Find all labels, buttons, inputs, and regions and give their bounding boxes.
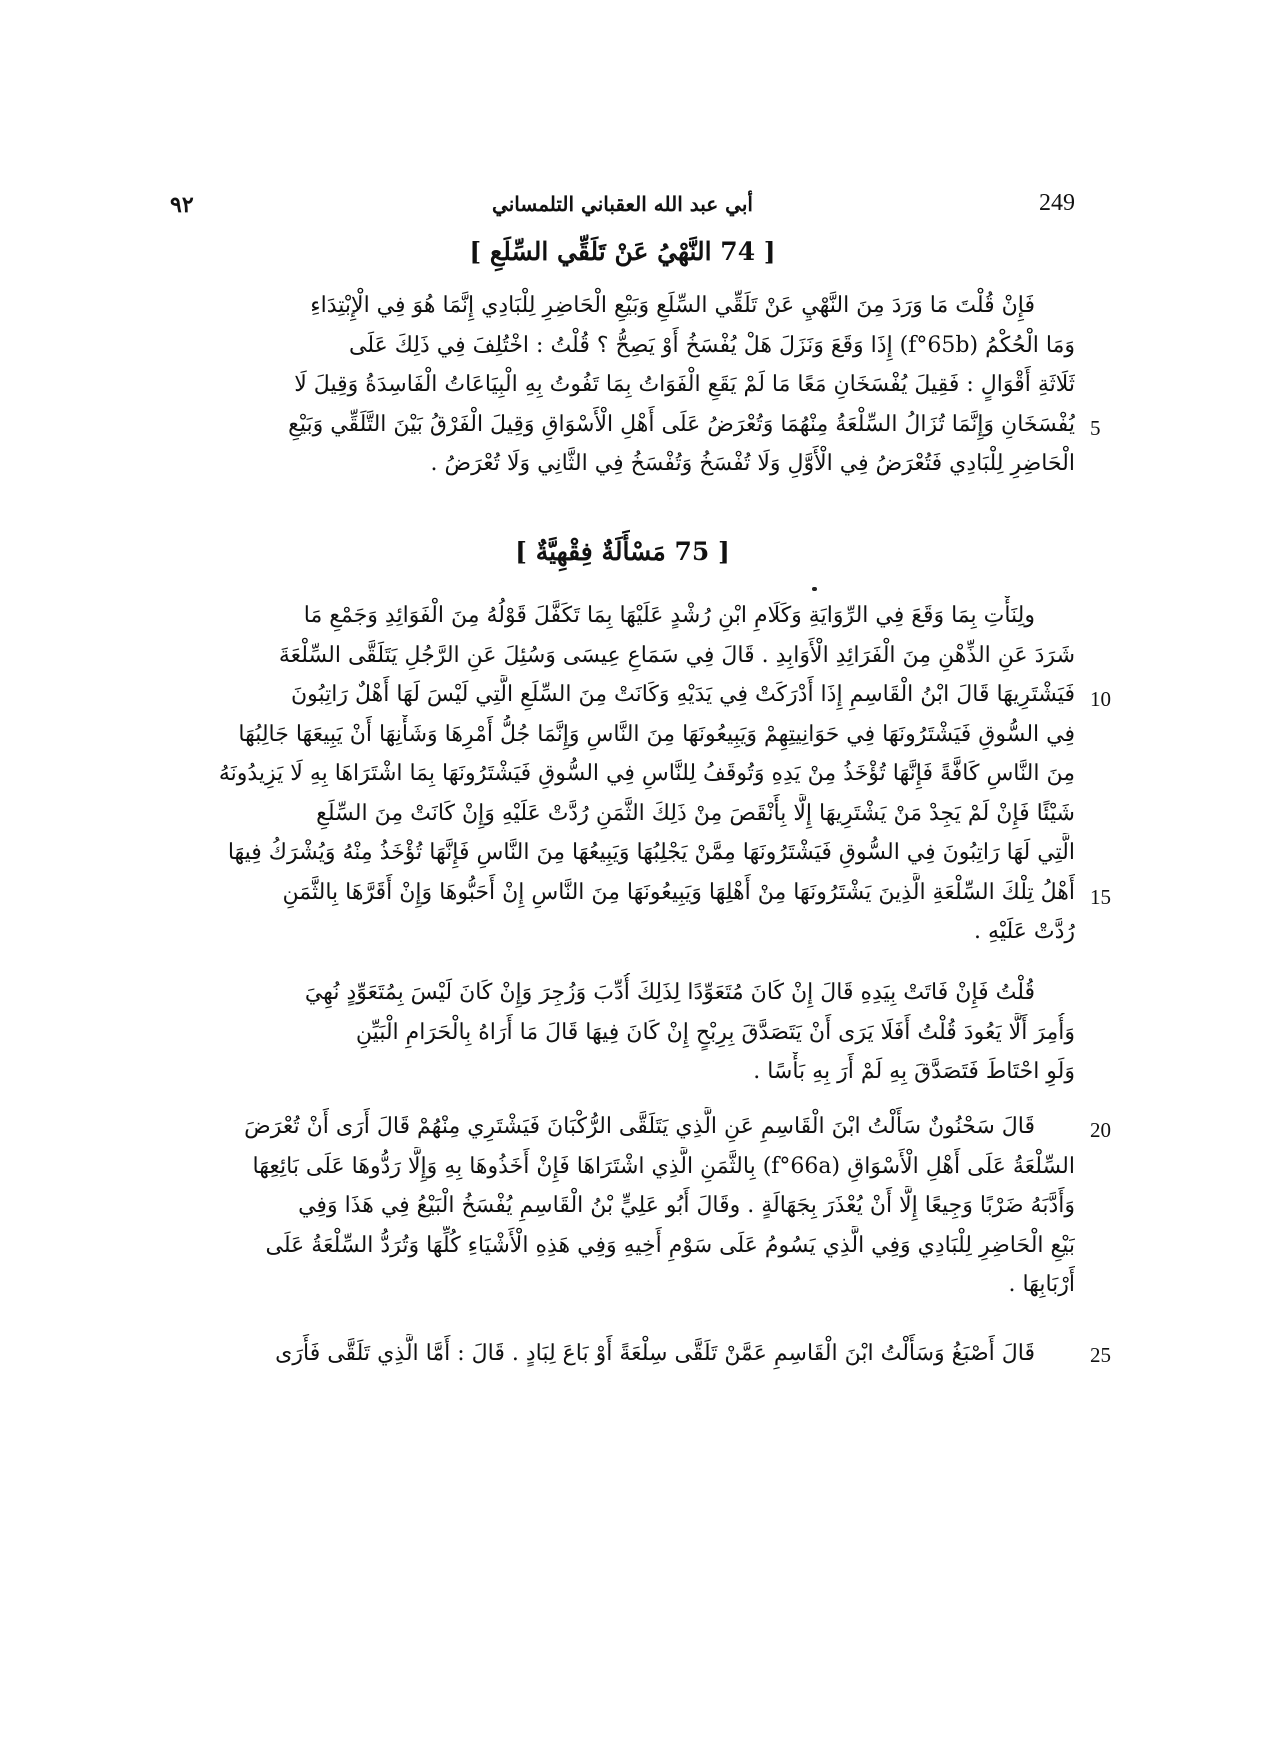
line-number: 10: [1090, 687, 1111, 711]
text-line: الَّتِي لَهَا رَاتِبُونَ فِي السُّوقِ فَيَشْتَرُونَهَا مِمَّنْ يَجْلِبُهَا وَيَبِيعُهَا مِنَ النَّاسِ فَإِنَّهَا تُؤْخَذُ مِنْهُ وَيُشْرَكُ فِيهَا: [227, 840, 1075, 865]
section-74-title: [ 74 النَّهْيُ عَنْ تَلَقِّي السِّلَعِ ]: [469, 237, 776, 266]
running-head: أبي عبد الله العقباني التلمساني: [492, 192, 753, 216]
text-line: شَرَدَ عَنِ الذِّهْنِ مِنَ الْفَرَائِدِ الْأَوَابِدِ . قَالَ فِي سَمَاعِ عِيسَى وَسُئِلَ عَنِ الرَّجُلِ يَتَلَقَّى السِّلْعَةَ: [278, 642, 1075, 668]
page-header: [170, 190, 1075, 230]
paragraph-3: [170, 973, 1075, 1092]
text-line: قَالَ سَحْنُونٌ سَأَلْتُ ابْنَ الْقَاسِمِ عَنِ الَّذِي يَتَلَقَّى الرُّكْبَانَ فَيَشْتَرِي مِنْهُمْ قَالَ أَرَى أَنْ تُعْرَضَ: [244, 1114, 1035, 1139]
text-line: فَيَشْتَرِيهَا قَالَ ابْنُ الْقَاسِمِ إِذَا أَدْرَكَتْ فِي يَدَيْهِ وَكَانَتْ مِنَ السِّلَعِ الَّتِي لَيْسَ لَهَا أَهْلٌ رَاتِبُونَ: [290, 682, 1075, 707]
paragraph-2: [170, 596, 1075, 952]
text-line: رُدَّتْ عَلَيْهِ .: [974, 919, 1075, 944]
text-line: فَإِنْ قُلْتَ مَا وَرَدَ مِنَ النَّهْيِ عَنْ تَلَقِّي السِّلَعِ وَبَيْعِ الْحَاضِرِ لِلْبَادِي إِنَّمَا هُوَ فِي الْإِبْتِدَاءِ: [310, 293, 1035, 318]
text-line: بَيْعِ الْحَاضِرِ لِلْبَادِي وَفِي الَّذِي يَسُومُ عَلَى سَوْمِ أَخِيهِ وَفِي هَذِهِ الْأَشْيَاءِ كُلِّهَا وَتُرَدُّ السِّلْعَةُ عَلَى: [265, 1232, 1075, 1258]
text-line: أَرْبَابِهَا .: [1008, 1272, 1075, 1297]
page-number-latin: 249: [1039, 190, 1075, 216]
text-line: ثَلَاثَةِ أَقْوَالٍ : فَقِيلَ يُفْسَخَانِ مَعًا مَا لَمْ يَقَعِ الْفَوَاتُ بِمَا تَفُوتُ بِهِ الْبِيَاعَاتُ الْفَاسِدَةُ وَقِيلَ لَا: [294, 372, 1075, 397]
text-line: أَهْلُ تِلْكَ السِّلْعَةِ الَّذِينَ يَشْتَرُونَهَا مِنْ أَهْلِهَا وَيَبِيعُونَهَا مِنَ النَّاسِ إِنْ أَحَبُّوهَا وَإِنْ أَقَرَّهَا بِالثَّمَنِ: [282, 879, 1075, 905]
line-number: 15: [1090, 885, 1111, 909]
text-line: قُلْتُ فَإِنْ فَاتَتْ بِيَدِهِ قَالَ إِنْ كَانَ مُتَعَوِّدًا لِذَلِكَ أُدِّبَ وَزُجِرَ وَإِنْ كَانَ لَيْسَ بِمُتَعَوِّدٍ نُهِيَ: [304, 980, 1035, 1005]
paragraph-4: [170, 1107, 1075, 1305]
line-number: 20: [1090, 1118, 1111, 1142]
paragraph-5: [170, 1334, 1075, 1374]
text-line: الْحَاضِرِ لِلْبَادِي فَتُعْرَضُ فِي الْأَوَّلِ وَلَا تُفْسَخُ وَتُفْسَخُ فِي الثَّانِي وَلَا تُعْرَضُ .: [430, 451, 1075, 476]
line-number: 25: [1090, 1343, 1111, 1367]
text-line: ولِنَأْتِ بِمَا وَقَعَ فِي الرِّوَايَةِ وَكَلَامِ ابْنِ رُشْدٍ عَلَيْهَا بِمَا تَكَفَّلَ قَوْلُهُ مِنَ الْفَوَائِدِ وَجَمْعِ مَا: [303, 603, 1035, 628]
ink-speck: [812, 587, 817, 591]
text-line: وَلَوِ احْتَاطَ فَتَصَدَّقَ بِهِ لَمْ أَرَ بِهِ بَأْسًا .: [753, 1059, 1075, 1084]
text-line: قَالَ أَصْبَغُ وَسَأَلْتُ ابْنَ الْقَاسِمِ عَمَّنْ تَلَقَّى سِلْعَةً أَوْ بَاعَ لِبَادٍ . قَالَ : أَمَّا الَّذِي تَلَقَّى فَأَرَى: [275, 1341, 1035, 1366]
text-line: مِنَ النَّاسِ كَافَّةً فَإِنَّهَا تُؤْخَذُ مِنْ يَدِهِ وَتُوقَفُ لِلنَّاسِ فِي السُّوقِ فَيَشْتَرُونَهَا بِمَا اشْتَرَاهَا بِهِ لَا يَزِيدُونَهُ: [218, 761, 1075, 786]
page-number-arabic: ٩٢: [170, 192, 194, 218]
text-line: وَأَدَّبَهُ ضَرْبًا وَجِيعًا إِلَّا أَنْ يُعْذَرَ بِجَهَالَةٍ . وقَالَ أَبُو عَلِيٍّ بْنُ الْقَاسِمِ يُفْسَخُ الْبَيْعُ فِي هَذَا وَفِي: [298, 1193, 1075, 1218]
section-75-title: [ 75 مَسْأَلَةٌ فِقْهِيَّةٌ ]: [515, 537, 730, 566]
text-line: شَيْئًا فَإِنْ لَمْ يَجِدْ مَنْ يَشْتَرِيهَا إِلَّا بِأَنْقَصَ مِنْ ذَلِكَ الثَّمَنِ رُدَّتْ عَلَيْهِ وَإِنْ كَانَتْ مِنَ السِّلَعِ: [316, 800, 1075, 826]
text-line: يُفْسَخَانِ وَإِنَّمَا تُزَالُ السِّلْعَةُ مِنْهُمَا وَتُعْرَضُ عَلَى أَهْلِ الْأَسْوَاقِ وَقِيلَ الْفَرْقُ بَيْنَ التَّلَقِّي وَبَيْعِ: [288, 411, 1075, 437]
text-line: السِّلْعَةُ عَلَى أَهْلِ الْأَسْوَاقِ (f°66a) بِالثَّمَنِ الَّذِي اشْتَرَاهَا فَإِنْ أَخَذُوهَا بِهِ وَإِلَّا رَدُّوهَا عَلَى بَائِعِهَا: [252, 1153, 1075, 1179]
paragraph-1: [170, 286, 1075, 484]
text-line: وَمَا الْحُكْمُ (f°65b) إِذَا وَقَعَ وَنَزَلَ هَلْ يُفْسَخُ أَوْ يَصِحُّ ؟ قُلْتُ : اخْتُلِفَ فِي ذَلِكَ عَلَى: [349, 332, 1075, 358]
text-line: فِي السُّوقِ فَيَشْتَرُونَهَا فِي حَوَانِيتِهِمْ وَيَبِيعُونَهَا مِنَ النَّاسِ وَإِنَّمَا جُلُّ أَمْرِهَا وَشَأْنِهَا أَنْ يَبِيعَهَا جَالِبُهَا: [238, 721, 1075, 747]
line-number: 5: [1090, 416, 1101, 440]
text-line: وَأُمِرَ أَلَّا يَعُودَ قُلْتُ أَفَلَا يَرَى أَنْ يَتَصَدَّقَ بِرِبْحٍ إِنْ كَانَ فِيهَا قَالَ مَا أَرَاهُ بِالْحَرَامِ الْبَيِّنِ: [355, 1019, 1075, 1045]
